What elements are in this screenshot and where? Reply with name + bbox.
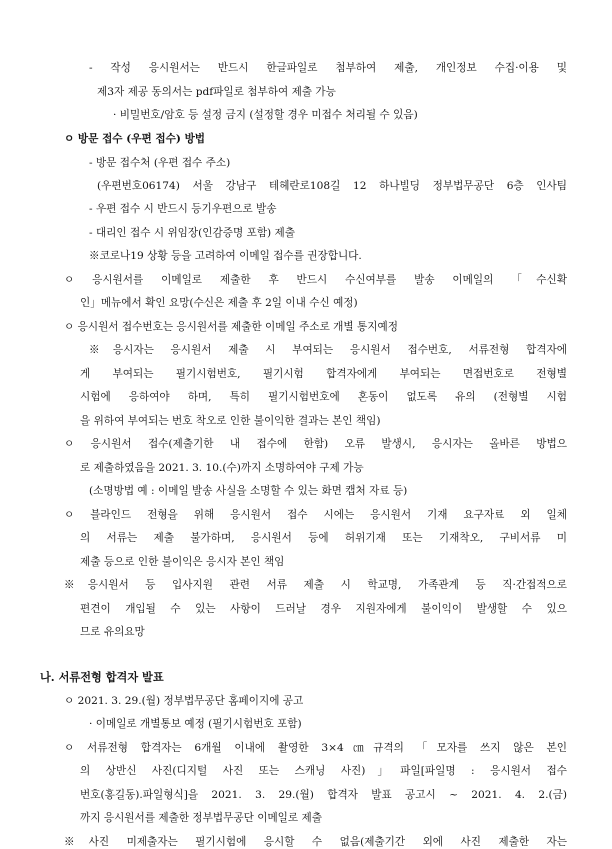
text-line: 편견이 개입될 수 있는 사항이 드러날 경우 지원자에게 불이익이 발생할 수 있으	[80, 603, 567, 615]
text-line: 제출 등으로 인한 불이익은 응시자 본인 책임	[80, 556, 285, 568]
text-line: ㅇ 응시원서 접수(제출기한 내 접수에 한함) 오류 발생시, 응시자는 올바른 방법으	[64, 438, 567, 450]
text-line: 로 제출하였음을 2021. 3. 10.(수)까지 소명하여야 구제 가능	[80, 462, 364, 474]
section-heading: 나. 서류전형 합격자 발표	[40, 670, 164, 684]
text-line: 인」메뉴에서 확인 요망(수신은 제출 후 2일 이내 수신 예정)	[80, 297, 358, 309]
text-line: 므로 유의요망	[80, 626, 145, 638]
text-line: - 작성 응시원서는 반드시 한글파일로 첨부하여 제출, 개인정보 수집·이용 및	[89, 62, 567, 74]
text-line: (소명방법 예 : 이메일 발송 사실을 소명할 수 있는 화면 캡처 자료 등)	[89, 485, 408, 497]
text-line: ※응시원서 등 입사지원 관련 서류 제출 시 학교명, 가족관계 등 직·간접적으로	[64, 579, 567, 591]
text-line: 까지 응시원서를 제출한 정부법무공단 이메일로 제출	[80, 812, 322, 824]
text-line: · 비밀번호/암호 등 설정 금지 (설정할 경우 미접수 처리될 수 있음)	[113, 109, 418, 121]
text-line: ※응시자는 응시원서 제출 시 부여되는 응시원서 접수번호, 서류전형 합격자에	[89, 344, 567, 356]
text-line: ※사진 미제출자는 필기시험에 응시할 수 없음(제출기간 외에 사진 제출한 자는	[64, 836, 567, 848]
text-line: (우편번호06174) 서울 강남구 테헤란로108길 12 하나빌딩 정부법무공단 6층 인사팀	[97, 180, 567, 192]
text-line: 게 부여되는 필기시험번호, 필기시험 합격자에게 부여되는 면접번호로 전형별	[80, 368, 567, 380]
text-line: 시험에 응하여야 하며, 특히 필기시험번호에 혼동이 없도록 유의 (전형별 시험	[80, 391, 567, 403]
text-line: ㅇ 2021. 3. 29.(월) 정부법무공단 홈페이지에 공고	[64, 695, 304, 707]
text-line: 번호(홍길동).파일형식]을 2021. 3. 29.(월) 합격자 발표 공고시 ~ 2021. 4. 2.(금)	[80, 789, 567, 801]
text-line: - 우편 접수 시 반드시 등기우편으로 발송	[89, 203, 277, 215]
text-line: 의 상반신 사진(디지털 사진 또는 스캐닝 사진)」파일[파일명 : 응시원서 접수	[80, 765, 567, 777]
text-line: - 방문 접수처 (우편 접수 주소)	[89, 157, 231, 169]
text-line: ㅇ 응시원서 접수번호는 응시원서를 제출한 이메일 주소로 개별 통지예정	[64, 321, 398, 333]
text-line: ㅇ 응시원서를 이메일로 제출한 후 반드시 수신여부를 발송 이메일의 「수신확	[64, 274, 567, 286]
text-line: 의 서류는 제출 불가하며, 응시원서 등에 허위기재 또는 기재착오, 구비서류 미	[80, 532, 567, 544]
text-line: ㅇ 서류전형 합격자는 6개월 이내에 촬영한 3×4㎝규격의 「모자를 쓰지 않은 본인	[64, 742, 567, 754]
text-line: 을 위하여 부여되는 번호 착오로 인한 불이익한 결과는 본인 책임)	[80, 415, 381, 427]
text-line: ※코로나19 상황 등을 고려하여 이메일 접수를 권장합니다.	[89, 250, 362, 262]
text-line: - 대리인 접수 시 위임장(인감증명 포함) 제출	[89, 227, 296, 239]
text-line: 제3자 제공 동의서는 pdf파일로 첨부하여 제출 가능	[97, 86, 336, 98]
text-line: ㅇ 블라인드 전형을 위해 응시원서 접수 시에는 응시원서 기재 요구자료 외 일체	[64, 509, 567, 521]
section-heading: ㅇ 방문 접수 (우편 접수) 방법	[64, 133, 206, 145]
text-line: · 이메일로 개별통보 예정 (필기시험번호 포함)	[89, 718, 302, 730]
